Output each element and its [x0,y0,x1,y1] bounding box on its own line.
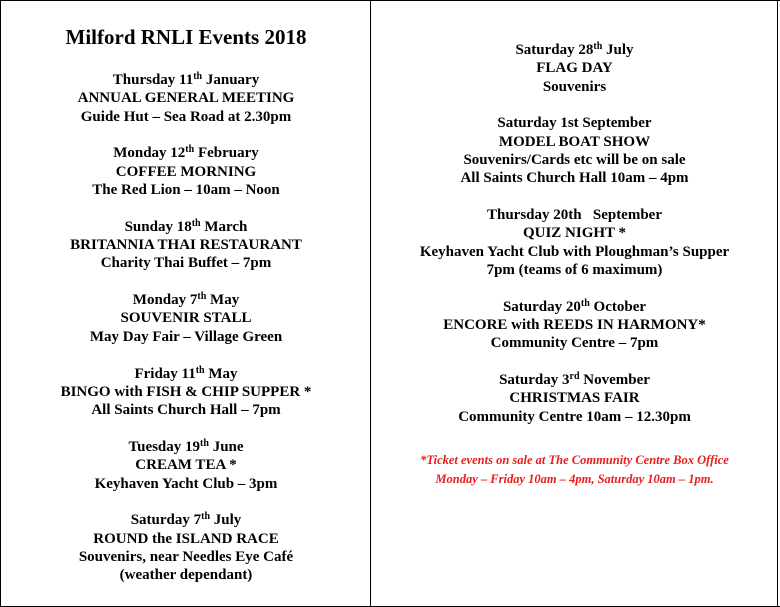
event-month: June [208,438,244,455]
event-name: CHRISTMAS FAIR [509,390,640,407]
event-item [2,71,370,126]
event-month: May [204,365,238,382]
event-month: March [200,218,248,235]
event-month: October [589,298,647,315]
event-day: Sunday 18 [124,218,192,235]
event-name: QUIZ NIGHT * [522,225,627,242]
event-name: SOUVENIR STALL [120,310,252,327]
event-day: Thursday 20th September [486,207,662,224]
event-day: Monday 12 [113,145,186,162]
event-day: Monday 7 [132,292,198,309]
event-detail: Community Centre – 7pm [490,335,659,352]
page-title: Milford RNLI Events 2018 [65,25,307,49]
event-name: ROUND the ISLAND RACE [93,530,279,547]
event-item [2,511,370,584]
event-detail-2: (weather dependant) [119,567,253,584]
event-date [2,511,370,529]
event-name: BINGO with FISH & CHIP SUPPER * [60,383,312,400]
event-detail: Keyhaven Yacht Club – 3pm [94,475,278,492]
event-name: COFFEE MORNING [115,163,257,180]
event-detail: Charity Thai Buffet – 7pm [100,255,272,272]
event-date [2,71,370,89]
event-date [372,371,777,389]
event-day-ordinal: th [200,437,209,449]
event-day: Thursday 11 [112,72,194,88]
left-column [2,0,370,603]
event-detail: Souvenirs [542,78,607,95]
event-detail: Guide Hut – Sea Road at 2.30pm [80,108,292,125]
event-day-ordinal: th [197,291,207,303]
event-item [372,114,777,187]
event-date [2,144,370,162]
event-date [2,218,370,236]
event-detail-2: 7pm (teams of 6 maximum) [486,261,663,278]
event-detail: Keyhaven Yacht Club with Ploughman’s Supper [419,243,730,260]
left-event-list [2,71,370,585]
event-month: July [210,512,242,529]
event-day-ordinal: th [195,364,205,376]
event-month: May [206,292,240,309]
event-item [2,438,370,493]
right-event-list [372,41,777,426]
ticket-note-line-1: *Ticket events on sale at The Community Centre Box Office [420,453,729,468]
event-date [2,438,370,456]
event-item [2,291,370,346]
event-month: January [202,72,260,88]
left-border [0,0,1,606]
event-name: ENCORE with REEDS IN HARMONY* [443,317,706,334]
event-detail: All Saints Church Hall – 7pm [91,402,281,419]
event-day: Friday 11 [134,365,196,382]
event-month: July [602,42,634,58]
event-item [372,41,777,96]
ticket-note [372,451,777,488]
ticket-note-line-2: Monday – Friday 10am – 4pm, Saturday 10am – 1pm. [435,471,714,486]
event-day: Saturday 1st September [497,115,652,132]
event-date [372,114,777,132]
event-day-ordinal: th [185,144,195,156]
event-day: Saturday 7 [130,512,202,529]
event-detail: Souvenirs/Cards etc will be on sale [463,151,686,168]
event-item [2,218,370,273]
event-detail: Souvenirs, near Needles Eye Café [78,548,294,565]
event-detail-2: All Saints Church Hall 10am – 4pm [460,170,689,187]
event-name: FLAG DAY [536,60,613,77]
event-day-ordinal: th [580,297,590,309]
event-day: Saturday 20 [502,298,581,315]
event-detail: The Red Lion – 10am – Noon [92,181,280,198]
event-day-ordinal: th [201,511,211,523]
event-item [2,144,370,199]
right-column [372,0,777,488]
event-month: February [194,145,259,162]
event-item [372,206,777,279]
event-detail: Community Centre 10am – 12.30pm [458,408,691,425]
event-day: Saturday 28 [515,42,594,58]
event-day-ordinal: rd [569,371,580,383]
event-day-ordinal: th [193,71,203,82]
event-day: Saturday 3 [499,372,570,389]
event-detail: May Day Fair – Village Green [89,328,283,345]
event-day: Tuesday 19 [128,438,201,455]
event-month: November [579,372,650,389]
column-divider [370,0,371,606]
event-name: MODEL BOAT SHOW [498,133,651,150]
right-border [777,0,778,606]
event-name: CREAM TEA * [135,457,237,474]
event-name: ANNUAL GENERAL MEETING [77,90,295,107]
event-item [2,365,370,420]
event-item [372,298,777,353]
event-date [2,365,370,383]
event-date [372,41,777,59]
event-item [372,371,777,426]
event-date [2,291,370,309]
event-day-ordinal: th [191,217,201,229]
event-date [372,206,777,224]
event-date [372,298,777,316]
event-name: BRITANNIA THAI RESTAURANT [70,237,302,254]
event-day-ordinal: th [593,41,603,52]
